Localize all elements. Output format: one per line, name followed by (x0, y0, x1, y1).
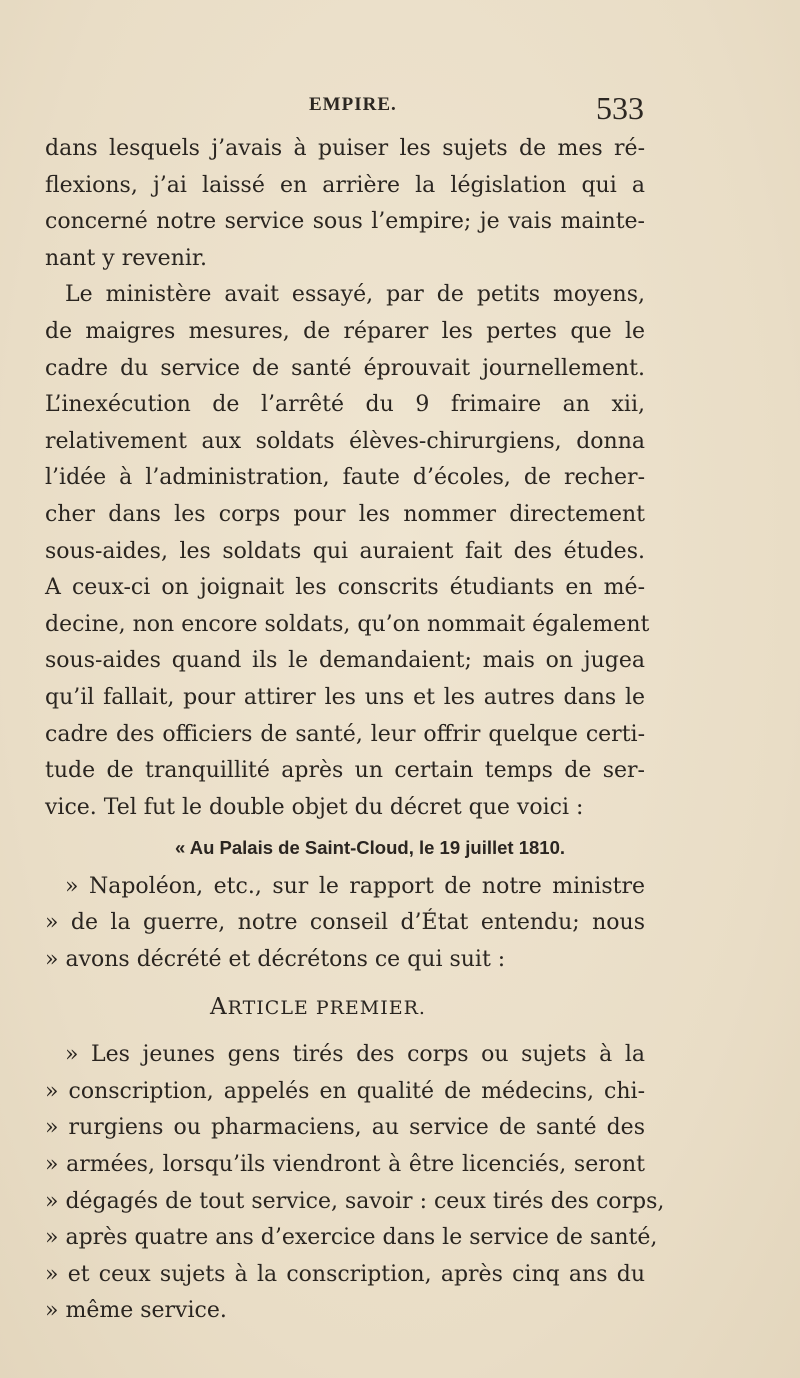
article-text (45, 1037, 665, 1330)
body-text (45, 131, 665, 1330)
text-line: cadre du service de santé éprouvait journellement. (45, 355, 645, 381)
text-line: de maigres mesures, de réparer les pertes que le (45, 318, 645, 344)
text-line: cadre des officiers de santé, leur offrir quelque certi- (45, 721, 645, 747)
paragraph-1 (45, 131, 645, 277)
article-heading-initial: A (210, 993, 228, 1020)
text-line: nant y revenir. (45, 245, 207, 271)
text-line: Le ministère avait essayé, par de petits moyens, (65, 282, 645, 308)
text-line: relativement aux soldats élèves-chirurgiens, donna (45, 428, 645, 454)
text-line: » de la guerre, notre conseil d’État entendu; nous (45, 910, 645, 936)
text-line: » conscription, appelés en qualité de médecins, chi- (45, 1078, 645, 1104)
decree-preamble (45, 869, 645, 979)
text-line: l’idée à l’administration, faute d’écoles, de recher- (45, 465, 645, 491)
text-line: concerné notre service sous l’empire; je vais mainte- (45, 209, 645, 235)
text-line: vice. Tel fut le double objet du décret que voici : (45, 794, 584, 820)
text-line: » armées, lorsqu’ils viendront à être licenciés, seront (45, 1152, 645, 1178)
article-heading-rest: RTICLE PREMIER. (227, 996, 426, 1019)
text-line: dans lesquels j’avais à puiser les sujets de mes ré- (45, 136, 645, 161)
page-header (0, 90, 800, 130)
text-line: sous-aides, les soldats qui auraient fait des études. (45, 538, 645, 564)
text-line: decine, non encore soldats, qu’on nommait également (45, 611, 650, 637)
text-line: » rurgiens ou pharmaciens, au service de santé des (45, 1115, 645, 1141)
text-line: flexions, j’ai laissé en arrière la législation qui a (45, 172, 645, 198)
text-line: » et ceux sujets à la conscription, après cinq ans du (45, 1261, 645, 1287)
text-line: A ceux-ci on joignait les conscrits étudiants en mé- (45, 575, 645, 601)
text-line: » Napoléon, etc., sur le rapport de notre ministre (65, 873, 645, 899)
text-line: cher dans les corps pour les nommer directement (45, 501, 645, 527)
running-head: EMPIRE. (309, 94, 397, 115)
text-line: L’inexécution de l’arrêté du 9 frimaire an xii, (45, 392, 645, 418)
article-heading (45, 989, 645, 1026)
text-line: qu’il fallait, pour attirer les uns et les autres dans le (45, 684, 645, 710)
paragraph-2 (45, 277, 650, 826)
text-line: » Les jeunes gens tirés des corps ou sujets à la (65, 1042, 645, 1068)
text-line: tude de tranquillité après un certain temps de ser- (45, 758, 645, 784)
text-line: » même service. (45, 1298, 227, 1324)
text-line: sous-aides quand ils le demandaient; mais on jugea (45, 648, 645, 674)
page-number: 533 (596, 90, 644, 126)
decree-date: « Au Palais de Saint-Cloud, le 19 juillet 1810. (175, 837, 565, 859)
text-line: » avons décrété et décrétons ce qui suit : (45, 947, 506, 973)
text-line: » après quatre ans d’exercice dans le service de santé, (45, 1225, 658, 1251)
text-line: » dégagés de tout service, savoir : ceux tirés des corps, (45, 1188, 665, 1214)
